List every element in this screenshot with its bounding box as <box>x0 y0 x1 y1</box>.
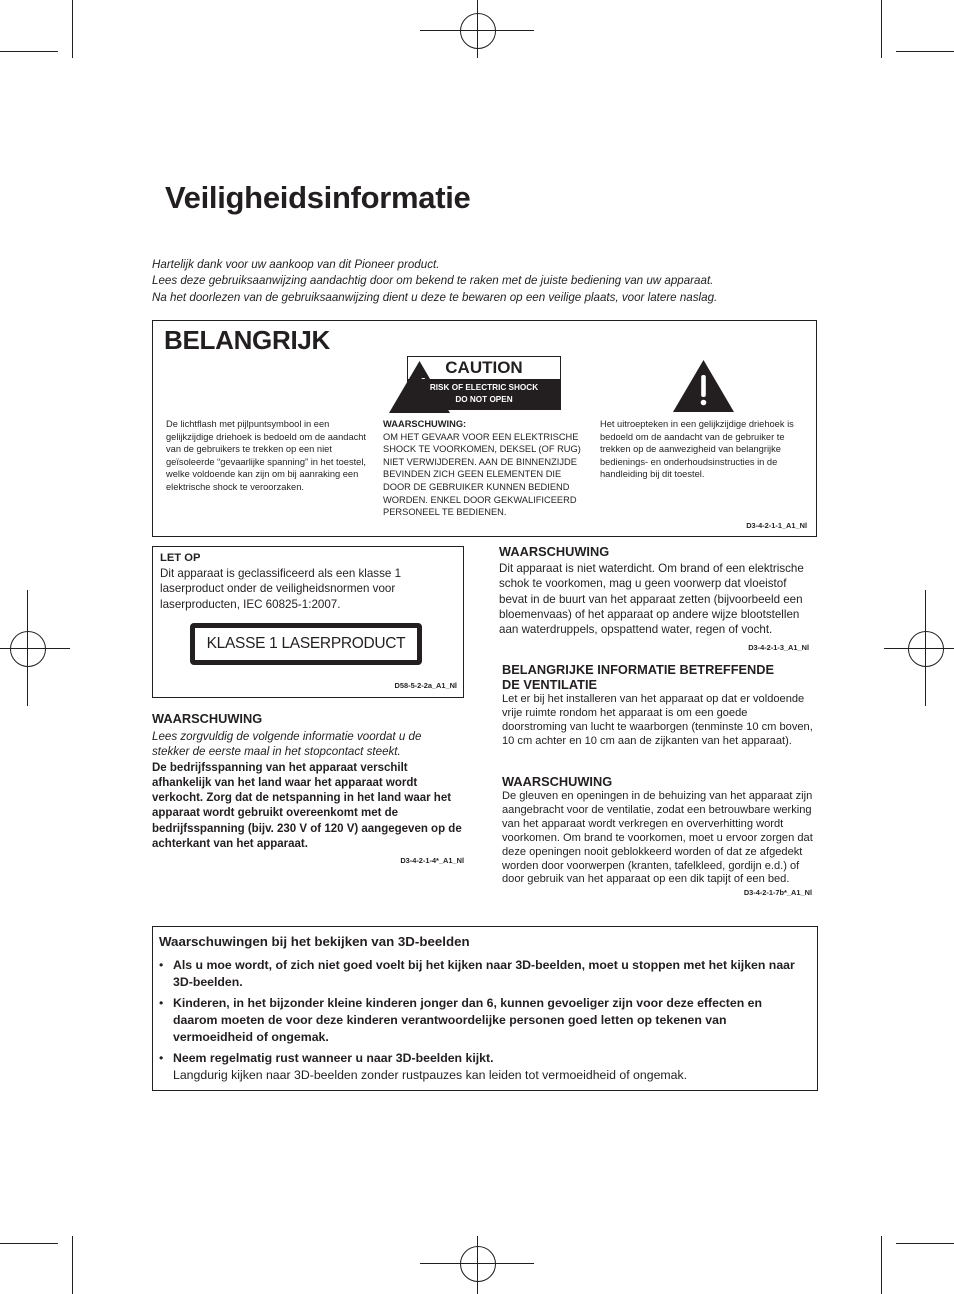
list-item: • Kinderen, in het bijzonder kleine kinderen jonger dan 6, kunnen gevoeliger zijn voor deze effecten en daarom moeten de voor deze kinderen verantwoordelijke personen goed letten op tekenen van vermoeidheid of ongemak. <box>159 996 763 1044</box>
let-op-text: Dit apparaat is geclassificeerd als een klasse 1 laserproduct onder de veiligheidsnormen voor laserproducten, IEC 60825-1:2007. <box>160 567 402 611</box>
water-warning <box>499 544 814 656</box>
list-item-bold: Neem regelmatig rust wanneer u naar 3D-beelden kijkt. <box>173 1051 494 1065</box>
let-op-box <box>152 546 464 698</box>
electric-shock-warning-heading: WAARSCHUWING: <box>383 419 467 429</box>
caution-label <box>407 356 561 410</box>
exclamation-triangle-icon <box>673 360 734 412</box>
reference-code: D3-4-2-1-3_A1_Nl <box>748 643 809 653</box>
reference-code: D3-4-2-1-1_A1_Nl <box>746 521 807 530</box>
voltage-warning <box>152 711 464 865</box>
list-item-text: Langdurig kijken naar 3D-beelden zonder rustpauzes kan leiden tot vermoeidheid of ongemak. <box>173 1068 688 1082</box>
three-d-warning-list <box>159 957 809 1088</box>
belangrijk-title: BELANGRIJK <box>164 325 331 355</box>
ventilation-info <box>502 662 814 749</box>
page-title: Veiligheidsinformatie <box>165 180 471 215</box>
caution-line: DO NOT OPEN <box>455 395 513 404</box>
caution-line: RISK OF ELECTRIC SHOCK <box>429 383 539 392</box>
list-item-bold: Kinderen, in het bijzonder kleine kinderen jonger dan 6, kunnen gevoeliger zijn voor deze effecten en daarom moeten de voor deze kinderen verantwoordelijke personen goed letten op tekenen van vermoeidheid of ongemak. <box>173 996 763 1044</box>
reference-code: D3-4-2-1-7b*_A1_Nl <box>743 888 812 898</box>
openings-warning-heading: WAARSCHUWING <box>502 774 613 789</box>
openings-warning <box>502 774 816 897</box>
list-item-bold: Als u moe wordt, of zich niet goed voelt bij het kijken naar 3D-beelden, moet u stoppen met het kijken naar 3D-beelden. <box>173 958 795 989</box>
reference-code: D3-4-2-1-4*_A1_Nl <box>400 856 464 866</box>
belangrijk-box <box>152 320 817 537</box>
intro-line: Hartelijk dank voor uw aankoop van dit Pioneer product. <box>152 258 440 271</box>
ventilation-heading <box>502 662 814 692</box>
let-op-heading: LET OP <box>160 552 201 564</box>
voltage-warning-text: De bedrijfsspanning van het apparaat verschilt afhankelijk van het land waar het apparaat wordt verkocht. Zorg dat de netspanning in het land waar het apparaat wordt gebruikt overeenkomt met de bedrijfsspanning (bijv. 230 V of 120 V) aangegeven op de achterkant van het apparaat. <box>152 761 462 851</box>
intro-line: Na het doorlezen van de gebruiksaanwijzing dient u deze te bewaren op een veilige plaats, voor latere naslag. <box>152 290 718 304</box>
intro-text <box>152 257 792 306</box>
laser-class-label: KLASSE 1 LASERPRODUCT <box>190 623 422 665</box>
ventilation-heading-line: DE VENTILATIE <box>502 677 598 692</box>
water-warning-body: Dit apparaat is niet waterdicht. Om brand of een elektrische schok te voorkomen, mag u geen voorwerp dat vloeistof bevat in de buurt van het apparaat zetten (bijvoorbeeld een bloemenvaas) of het apparaat op andere wijze blootstellen aan waterdruppels, opspattend water, regen of vocht. <box>499 562 804 637</box>
electric-shock-warning-text: OM HET GEVAAR VOOR EEN ELEKTRISCHE SHOCK TE VOORKOMEN, DEKSEL (OF RUG) NIET VERWIJDEREN. AAN DE BINNENZIJDE BEVINDEN ZICH GEEN ELEMENTEN DIE DOOR DE GEBRUIKER KUNNEN BEDIEND WORDEN. ENKEL DOOR GEKWALIFICEERD PERSONEEL TE BEDIENEN. <box>383 431 581 518</box>
intro-line: Lees deze gebruiksaanwijzing aandachtig door om bekend te raken met de juiste bediening van uw apparaat. <box>152 274 714 288</box>
ventilation-text: Let er bij het installeren van het apparaat op dat er voldoende vrije ruimte rondom het apparaat is om een goede doorstroming van lucht te waarborgen (tenminste 10 cm boven, 10 cm achter en 10 cm aan de zijkanten van het apparaat). <box>502 693 813 747</box>
electric-shock-warning <box>383 418 588 519</box>
openings-warning-text: De gleuven en openingen in de behuizing van het apparaat zijn aangebracht voor de ventilatie, zodat een betrouwbare werking van het apparaat wordt verkregen en oververhitting wordt voorkomen. Om brand te voorkomen, moet u ervoor zorgen dat deze openingen nooit geblokkeerd worden of dat ze afgedekt worden door voorwerpen (kranten, tafelkleed, gordijn e.d.) of door gebruik van het apparaat op een dik tapijt of een bed. <box>502 790 813 886</box>
caution-subtitle <box>408 379 560 409</box>
exclamation-explanation: Het uitroepteken in een gelijkzijdige driehoek is bedoeld om de aandacht van de gebruiker te trekken op de aanwezigheid van belangrijke bedienings- en onderhoudsinstructies in de handleiding bij dit toestel. <box>600 419 794 480</box>
list-item: • Neem regelmatig rust wanneer u naar 3D-beelden kijkt. Langdurig kijken naar 3D-beelden zonder rustpauzes kan leiden tot vermoeidheid of ongemak. <box>159 1051 688 1082</box>
list-item: • Als u moe wordt, of zich niet goed voelt bij het kijken naar 3D-beelden, moet u stoppen met het kijken naar 3D-beelden. <box>159 958 795 989</box>
three-d-warning-box <box>152 926 818 1091</box>
water-warning-heading: WAARSCHUWING <box>499 544 610 559</box>
voltage-warning-heading: WAARSCHUWING <box>152 711 263 726</box>
water-warning-text <box>499 561 809 653</box>
three-d-warning-heading: Waarschuwingen bij het bekijken van 3D-beelden <box>159 934 470 949</box>
lightning-explanation: De lichtflash met pijlpuntsymbool in een gelijkzijdige driehoek is bedoeld om de aandacht van de gebruikers te trekken op een niet geïsoleerde “gevaarlijke spanning” in het toestel, welke voldoende kan zijn om bij aanraking een elektrische shock te veroorzaken. <box>166 419 367 492</box>
voltage-warning-intro: Lees zorgvuldig de volgende informatie voordat u de stekker de eerste maal in het stopcontact steekt. <box>152 730 422 759</box>
ventilation-heading-line: BELANGRIJKE INFORMATIE BETREFFENDE <box>502 662 775 677</box>
reference-code: D58-5-2-2a_A1_Nl <box>394 681 457 690</box>
caution-title: CAUTION <box>445 358 523 377</box>
